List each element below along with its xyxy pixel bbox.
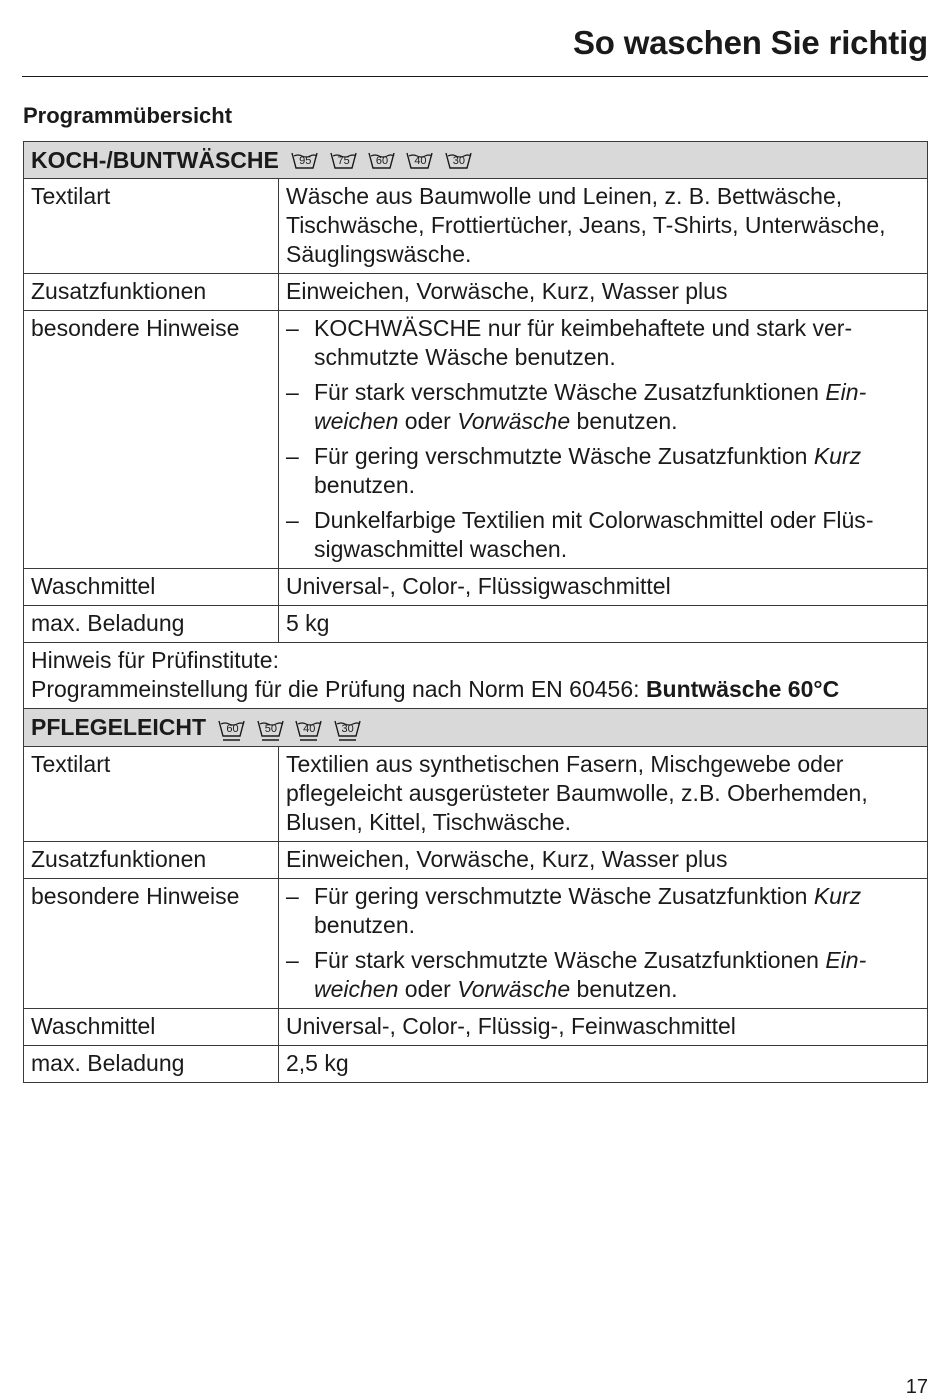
table-row: [24, 311, 928, 569]
wash-temperature-symbols: [291, 145, 477, 174]
list-item: – Für stark verschmutzte Wäsche Zusatzfunktionen Einweichen oder Vorwäsche benutzen.: [286, 946, 867, 1002]
table-row: [24, 606, 928, 643]
program-overview-table: [23, 141, 928, 1083]
test-note-text: Programmeinstellung für die Prüfung nach Norm EN 60456: Buntwäsche 60°C: [31, 676, 840, 703]
temperature-label: 95: [299, 155, 312, 168]
temperature-label: 60: [226, 722, 239, 735]
table-row: [24, 274, 928, 311]
page-title: So waschen Sie richtig: [572, 24, 928, 61]
test-note-program: Buntwäsche 60°C: [645, 676, 840, 703]
test-note-heading: Hinweis für Prüfinstitute:: [31, 647, 279, 674]
row-label: Zusatzfunktionen: [24, 841, 279, 878]
table-row: [24, 1008, 928, 1045]
wash-tub-icon: [291, 151, 319, 171]
wash-temperature-symbols: [218, 713, 365, 742]
row-value: Universal-, Color-, Flüssig-, Feinwaschmittel: [279, 1008, 928, 1045]
list-item: – Für stark verschmutzte Wäsche Zusatzfunktionen Einweichen oder Vorwäsche benutzen.: [286, 379, 867, 435]
table-row: [24, 179, 928, 274]
title-divider: [22, 76, 928, 77]
row-label: Textilart: [24, 746, 279, 841]
row-value: [279, 878, 928, 1008]
table-row: [24, 1045, 928, 1082]
wash-tub-icon: [330, 151, 358, 171]
page-number: 17: [905, 1376, 928, 1398]
row-label: Waschmittel: [24, 1008, 279, 1045]
wash-tub-gentle-icon: [334, 719, 362, 739]
row-value: Textilien aus synthetischen Fasern, Mischgewebe oder pflegeleicht ausgerüsteter Baumwolle, z.B. Oberhemden, Blusen, Kittel, Tischwäsche.: [279, 746, 928, 841]
wash-tub-gentle-icon: [257, 719, 285, 739]
temperature-label: 50: [264, 722, 277, 735]
table-row: [24, 878, 928, 1008]
test-institute-note: [24, 643, 928, 709]
notes-list: [286, 882, 921, 1004]
row-label: Waschmittel: [24, 569, 279, 606]
row-value: Universal-, Color-, Flüssigwaschmittel: [279, 569, 928, 606]
program-header-pflegeleicht: [24, 709, 928, 746]
wash-tub-icon: [406, 151, 434, 171]
program-header-koch-buntwaesche: [24, 142, 928, 179]
row-value: Einweichen, Vorwäsche, Kurz, Wasser plus: [279, 841, 928, 878]
list-item: – Für gering verschmutzte Wäsche Zusatzfunktion Kurz benutzen.: [286, 443, 862, 499]
temperature-label: 40: [303, 722, 316, 735]
row-value: Einweichen, Vorwäsche, Kurz, Wasser plus: [279, 274, 928, 311]
row-value: 2,5 kg: [279, 1045, 928, 1082]
temperature-label: 40: [414, 155, 427, 168]
wash-tub-gentle-icon: [218, 719, 246, 739]
row-label: max. Beladung: [24, 606, 279, 643]
temperature-label: 60: [375, 155, 389, 168]
list-item: – Für gering verschmutzte Wäsche Zusatzfunktion Kurz benutzen.: [286, 882, 862, 938]
program-name: PFLEGELEICHT: [31, 714, 207, 741]
program-name: KOCH-/BUNTWÄSCHE: [31, 147, 279, 173]
table-row: [24, 841, 928, 878]
row-value: Wäsche aus Baumwolle und Leinen, z. B. Bettwäsche, Tischwäsche, Frottiertücher, Jeans, T-Shirts, Unterwäsche, Säuglingswäsche.: [279, 179, 928, 274]
row-label: Textilart: [24, 179, 279, 274]
list-item: – KOCHWÄSCHE nur für keimbehaftete und stark verschmutzte Wäsche benutzen.: [286, 315, 853, 371]
section-heading: Programmübersicht: [23, 103, 233, 128]
table-row: [24, 569, 928, 606]
row-label: max. Beladung: [24, 1045, 279, 1082]
row-label: Zusatzfunktionen: [24, 274, 279, 311]
temperature-label: 30: [452, 155, 465, 168]
test-institute-note-row: [24, 643, 928, 709]
wash-tub-icon: [445, 151, 473, 171]
table-row: [24, 746, 928, 841]
row-label: besondere Hinweise: [24, 311, 279, 569]
row-value: [279, 311, 928, 569]
row-label: besondere Hinweise: [24, 878, 279, 1008]
wash-tub-icon: [368, 151, 396, 171]
row-value: 5 kg: [279, 606, 928, 643]
temperature-label: 30: [341, 722, 354, 735]
list-item: – Dunkelfarbige Textilien mit Colorwaschmittel oder Flüssigwaschmittel waschen.: [286, 507, 874, 563]
temperature-label: 75: [337, 155, 350, 168]
notes-list: [286, 314, 921, 564]
wash-tub-gentle-icon: [295, 719, 323, 739]
